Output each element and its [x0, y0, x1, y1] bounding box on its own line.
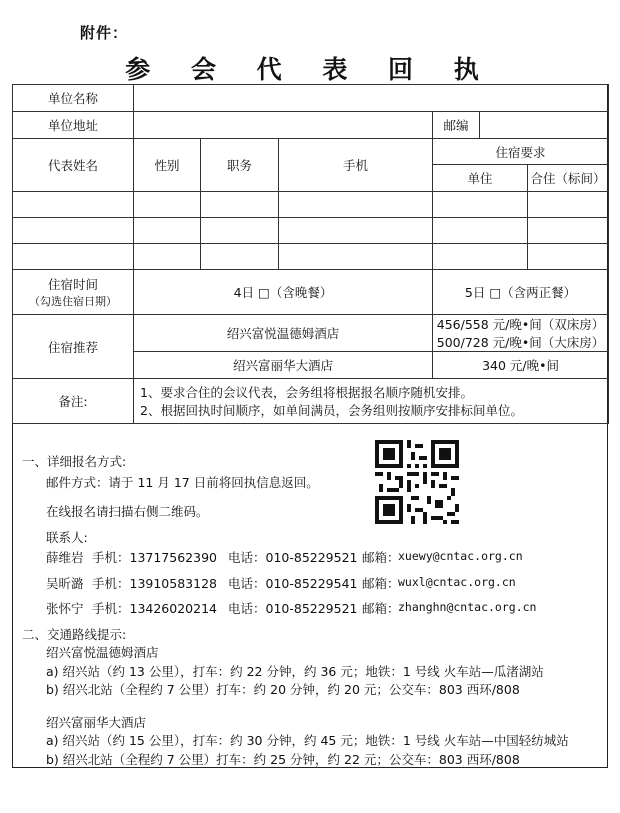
postcode-label: 邮编 [433, 112, 480, 139]
page-title: 参 会 代 表 回 执 [125, 55, 495, 84]
hotel2-price: 340 元/晚•间 [433, 352, 609, 379]
stay-time-label [13, 270, 134, 315]
registration-table [12, 84, 609, 424]
section2-heading: 二、交通路线提示: [22, 627, 127, 642]
contact-tel: 电话：010-85229521 [228, 550, 358, 565]
cell-single[interactable] [433, 218, 528, 244]
cell-position[interactable] [201, 192, 279, 218]
cell-phone[interactable] [279, 218, 433, 244]
cell-phone[interactable] [279, 244, 433, 270]
mail-instruction: 邮件方式：请于 11 月 17 日前将回执信息返回。 [46, 475, 319, 490]
hotel2-name: 绍兴富丽华大酒店 [134, 352, 433, 379]
contact-email-label: 邮箱： [362, 550, 400, 565]
qr-code[interactable] [375, 440, 459, 524]
stay-time-title: 住宿时间 [47, 277, 98, 292]
header-shared: 合住（标间） [528, 165, 609, 192]
unit-address-field[interactable] [134, 112, 433, 139]
cell-position[interactable] [201, 218, 279, 244]
cell-shared[interactable] [528, 244, 609, 270]
cell-name[interactable] [13, 244, 134, 270]
hotels-label: 住宿推荐 [13, 315, 134, 379]
contact-mobile: 手机：13910583128 [92, 576, 217, 591]
route-hotel2-b: b) 绍兴北站（全程约 7 公里）打车：约 25 分钟，约 22 元；公交车：803 西环/808 [46, 752, 520, 767]
header-lodging-req: 住宿要求 [433, 139, 609, 165]
contact-mobile: 手机：13426020214 [92, 601, 217, 616]
route-hotel1-a: a) 绍兴站（约 13 公里），打车：约 22 分钟，约 36 元；地铁：1 号线 火车站—瓜渚湖站 [46, 664, 544, 679]
route-hotel2-a: a) 绍兴站（约 15 公里），打车：约 30 分钟，约 45 元；地铁：1 号线 火车站—中国轻纺城站 [46, 733, 569, 748]
hotel1-prices [433, 315, 609, 352]
cell-gender[interactable] [134, 244, 201, 270]
hotel1-name: 绍兴富悦温德姆酒店 [134, 315, 433, 352]
contact-name: 吴昕潞 [46, 576, 84, 591]
contact-email-label: 邮箱： [362, 576, 400, 591]
stay-time-sub: （勾选住宿日期） [29, 295, 117, 308]
remark-line-2: 2、根据回执时间顺序，如单间满员，会务组则按顺序安排标间单位。 [140, 403, 523, 418]
route-hotel1-name: 绍兴富悦温德姆酒店 [46, 645, 159, 660]
day4-checkbox[interactable]: 4日 □（含晚餐） [134, 270, 433, 315]
cell-single[interactable] [433, 244, 528, 270]
cell-gender[interactable] [134, 192, 201, 218]
cell-name[interactable] [13, 218, 134, 244]
table-row [13, 192, 609, 218]
cell-shared[interactable] [528, 218, 609, 244]
cell-gender[interactable] [134, 218, 201, 244]
attachment-label: 附件： [80, 24, 129, 42]
contacts-heading: 联系人: [46, 530, 88, 545]
contact-email[interactable]: zhanghn@cntac.org.cn [398, 600, 537, 614]
cell-single[interactable] [433, 192, 528, 218]
table-row [13, 218, 609, 244]
contact-tel: 电话：010-85229541 [228, 576, 358, 591]
contact-name: 薛维岩 [46, 550, 84, 565]
cell-shared[interactable] [528, 192, 609, 218]
header-name: 代表姓名 [13, 139, 134, 192]
cell-phone[interactable] [279, 192, 433, 218]
cell-position[interactable] [201, 244, 279, 270]
header-single: 单住 [433, 165, 528, 192]
remarks-label: 备注: [13, 379, 134, 424]
table-row [13, 244, 609, 270]
section1-heading: 一、详细报名方式: [22, 454, 127, 469]
contact-email[interactable]: wuxl@cntac.org.cn [398, 575, 516, 589]
unit-address-label: 单位地址 [13, 112, 134, 139]
contact-mobile: 手机：13717562390 [92, 550, 217, 565]
online-instruction: 在线报名请扫描右侧二维码。 [46, 504, 209, 519]
remarks-content [134, 379, 609, 424]
route-hotel2-name: 绍兴富丽华大酒店 [46, 715, 147, 730]
header-gender: 性别 [134, 139, 201, 192]
hotel1-price-king: 500/728 元/晚•间（大床房） [436, 335, 605, 350]
cell-name[interactable] [13, 192, 134, 218]
day5-checkbox[interactable]: 5日 □（含两正餐） [433, 270, 609, 315]
contact-name: 张怀宁 [46, 601, 84, 616]
contact-email-label: 邮箱： [362, 601, 400, 616]
header-position: 职务 [201, 139, 279, 192]
unit-name-label: 单位名称 [13, 85, 134, 112]
contact-tel: 电话：010-85229521 [228, 601, 358, 616]
postcode-field[interactable] [480, 112, 609, 139]
contact-email[interactable]: xuewy@cntac.org.cn [398, 549, 523, 563]
hotel1-price-twin: 456/558 元/晚•间（双床房） [436, 317, 605, 332]
unit-name-field[interactable] [134, 85, 609, 112]
header-phone: 手机 [279, 139, 433, 192]
remark-line-1: 1、要求合住的会议代表，会务组将根据报名顺序随机安排。 [140, 385, 473, 400]
route-hotel1-b: b) 绍兴北站（全程约 7 公里）打车：约 20 分钟，约 20 元；公交车：803 西环/808 [46, 682, 520, 697]
